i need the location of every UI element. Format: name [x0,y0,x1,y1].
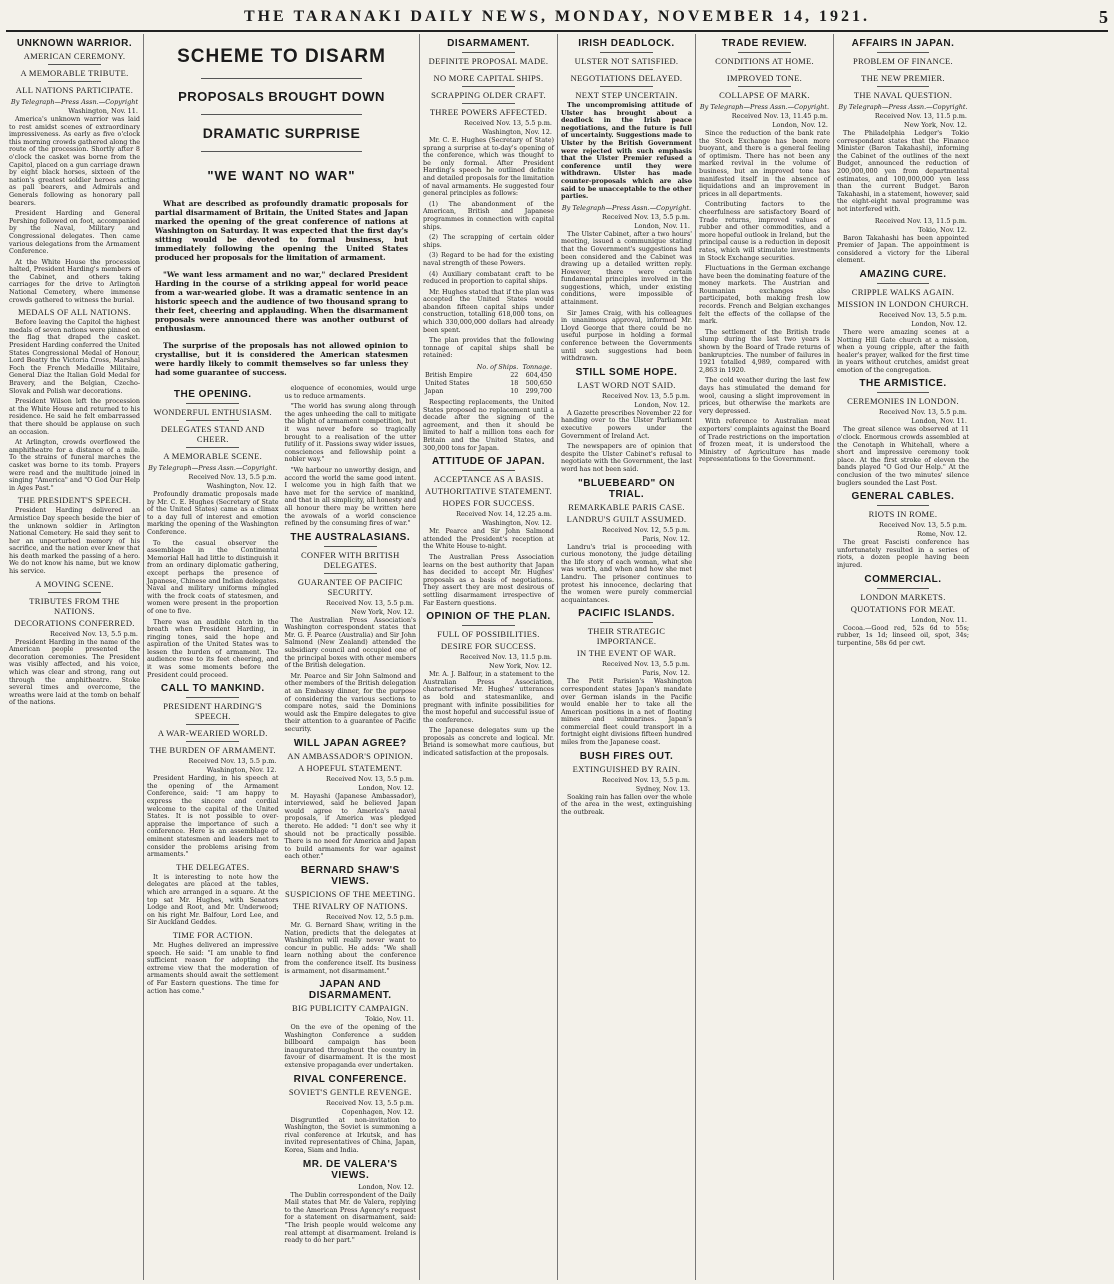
main-headline: SCHEME TO DISARM [177,46,386,67]
dateline: Received Nov. 12, 5.5 p.m. [326,912,414,921]
headline: STILL SOME HOPE. [575,366,678,378]
dateline: Received Nov. 13, 5.5 p.m. [602,391,690,400]
subheading: WONDERFUL ENTHUSIASM. [153,407,272,417]
headline: DISARMAMENT. [447,38,530,49]
dateline: Copenhagen, Nov. 12. [341,1107,414,1116]
article-paragraph: "We harbour no unworthy design, and accord the world the same good intent. I welcome you in high faith that we have met for the service of mankind, and that in all simplicity, all honesty and all honour there may be written here the avowals of a world conscience refined by the consuming fires of war." [284,465,416,528]
article-paragraph: President Harding delivered an Armistice Day speech beside the bier of the unknown soldier in Arlington National Cemetery. He said they sent to her an unperturbed memory of his sacrifice, and the nation ever knew that his death marked the passing of a hero. We do not know his name, but we know his service. [9,506,140,576]
subheading: TRIBUTES FROM THE NATIONS. [29,595,120,616]
divider [48,592,100,593]
article-paragraph: Mr. A. J. Balfour, in a statement to the Australian Press Association, characterised Mr. Hughes' utterances as bold and statesmanlike, and pregnant with infinite possibilities for the most hopeful and successful issue of the conference. [423,670,554,724]
subheading: THE RIVALRY OF NATIONS. [292,900,408,911]
table-cell: United States [425,379,470,388]
article-paragraph: The cold weather during the last few days has stimulated the demand for wool, causing a slight improvement in prices, but otherwise the markets are very depressed. [699,376,830,415]
table-header-cell: Tonnage. [522,363,552,372]
headline: JAPAN AND DISARMAMENT. [308,979,392,1002]
column-disarmament [420,34,558,1280]
headline: THE OPENING. [173,389,252,400]
article-paragraph: Mr. Pearce and Sir John Salmond attended the President's reception at the White House to-night. [423,527,554,551]
dateline: Paris, Nov. 12. [642,534,690,543]
headline: THE ARMISTICE. [859,378,947,390]
article-paragraph: Cocoa.—Good red, 52s 6d to 55s; rubber, 1s 1d; linseed oil, spot, 34s; turpentine, 58s 6d per cwt. [837,623,969,647]
article-paragraph: Disgruntled at non-invitation to Washington, the Soviet is summoning a rival conference at Irkutsk, and has invited representatives of China, Japan, Korea, Siam and India. [284,1115,416,1155]
subheading: AN AMBASSADOR'S OPINION. [287,750,414,761]
subheading: AUTHORITATIVE STATEMENT. [424,486,553,497]
table-header-cell: No. of Ships. [476,363,519,372]
divider [877,392,930,393]
subheading: THE PRESIDENT'S SPEECH. [17,495,132,506]
table-cell: 10 [510,387,519,396]
page-number: 5 [1099,6,1108,27]
headline: COMMERCIAL. [864,573,942,585]
dateline: Received Nov. 13, 5.5 p.m. [602,775,690,784]
article-paragraph: A Gazette prescribes November 22 for handing over to the Ulster Parliament executive powers under the Government of Ireland Act. [561,408,693,440]
subheading: NO MORE CAPITAL SHIPS. [433,73,544,83]
divider [186,420,239,421]
divider [738,69,790,70]
headline: IRISH DEADLOCK. [578,38,675,49]
table-cell: 299,700 [525,387,552,396]
headline: AFFAIRS IN JAPAN. [851,38,955,49]
table-header-row [423,363,554,371]
article-paragraph: The Petit Parisien's Washington correspondent states Japan's mandate over German islands in the Pacific would enable her to take all the American positions in a net of floating mines and submarines. Japan's commercial fleet could transport in a fortnight eight divisions fifteen hundred miles from the Japanese coast. [561,677,692,747]
subheading: THREE POWERS AFFECTED. [429,107,548,117]
divider [462,52,514,53]
headline: CALL TO MANKIND. [160,683,265,695]
dateline: London, Nov. 11. [634,221,690,230]
subheading: NEXT STEP UNCERTAIN. [575,90,678,100]
subheading: SOVIET'S GENTLE REVENGE. [288,1086,412,1097]
subheading: CRIPPLE WALKS AGAIN. [851,286,955,297]
main-subheadline: DRAMATIC SURPRISE [202,125,361,141]
subheading: QUOTATIONS FOR MEAT. [850,603,956,614]
column-irish-deadlock [558,34,696,1280]
divider [201,114,362,115]
article-paragraph: Before leaving the Capitol the highest medals of seven nations were pinned on the flag that draped the casket. President Harding conferred the United States Congressional Medal of Honour, Lord Beatty the Victoria Cross, Marshal Foch the French Medaille Militaire, General Diaz the Italian Gold Medal for Bravery, and the Belgian, Czecho-Slovak and Polish war decorations. [9,318,140,395]
article-paragraph: Respecting replacements, the United States proposed no replacement until a decade after the signing of the agreement, and then it should be limited to half a million tons each for Britain and the United States, and 300,000 tons for Japan. [423,398,554,452]
dateline: Rome, Nov. 12. [917,530,967,539]
byline: By Telegraph—Press Assn.—Copyright. [561,203,692,212]
lead-paragraph: "We want less armament and no war," declared President Harding in the course of a striking appeal for world peace from a war-wearied globe. It was a dramatic sentence in an historic speech and the audience of two thousand sprang to their feet, cheering and applauding. When the disarmament proposals were announced there was another outburst of enthusiasm. [155,270,408,333]
article-paragraph: America's unknown warrior was laid to rest amidst scenes of extraordinary impressiveness. As early as five o'clock this morning crowds gathered along the route of the procession. Shortly after 8 o'clock the casket was borne from the Capitol, placed on a gun carriage drawn by eight black horses, sixteen of the nation's greatest soldier heroes acting as pall bearers, and Admirals and Generals following as honorary pall bearers. [9,115,140,207]
headline: BUSH FIRES OUT. [579,750,674,762]
article-paragraph: Since the reduction of the bank rate the Stock Exchange has been more buoyant, and there is a general feeling of optimism. There has not been any marked revival in the volume of business, but an improved tone has manifested itself in the absence of liquidations and an improvement in prices in all departments. [699,129,830,198]
article-paragraph: (2) The scrapping of certain older ships. [423,233,554,249]
divider [877,283,930,284]
subheading: MEDALS OF ALL NATIONS. [17,307,131,318]
lead-paragraph: What are described as profoundly dramatic proposals for partial disarmament of Britain, the United States and Japan marked the opening of the great conference of nations at Washington on Saturday. It was expected that the first day's sitting would be devoted to formal business, but immediately following the opening the United States produced her proposals for the limitation of armament. [155,199,408,262]
article-paragraph: The Ulster Cabinet, after a two hours' meeting, issued a communique stating that the Government's suggestions had been considered and the Cabinet was drawing up a detailed written reply. However, there were certain fundamental principles involved in the suggestions, which, under existing conditions, were impossible of attainment. [561,229,692,307]
masthead [6,4,1108,32]
subheading: ACCEPTANCE AS A BASIS. [433,474,544,485]
dateline: Washington, Nov. 12. [206,482,277,490]
dateline: London, Nov. 12. [358,783,414,792]
headline: THE AUSTRALASIANS. [290,531,411,543]
dateline: New York, Nov. 12. [351,607,414,616]
dateline: London, Nov. 12. [772,121,828,129]
article-paragraph: It is interesting to note how the delegates are placed at the tables, which are arranged in a square. At the top sat Mr. Hughes, with Senators Lodge and Root, and Mr. Underwood; on his right Mr. Balfour, Lord Lee, and Sir Auckland Geddes. [147,872,279,927]
lead-paragraph: The surprise of the proposals has not allowed opinion to crystallise, but it is considered the American statesmen were hardly likely to commit themselves so far unless they had some guarantee of success. [155,341,408,377]
article-paragraph: The Philadelphia Ledger's Tokio correspondent states that the Finance Minister (Baron Takahashi), informing the Cabinet of the outlines of the next Budget, announced the reduction of 200,000,000 yen from departmental estimates, and 100,000,000 yen less than the current Budget. Baron Takahashi, in a statement, however, said the eight-eight naval programme was not interfered with. [837,129,969,213]
article-paragraph: Baron Takahashi has been appointed Premier of Japan. The appointment is considered a victory for the Liberal element. [837,233,969,265]
dateline: Received Nov. 13, 11.45 p.m. [731,112,828,120]
masthead-title: THE TARANAKI DAILY NEWS, MONDAY, NOVEMBER 14, 1921. [243,8,871,25]
subheading: THE DELEGATES. [176,861,250,872]
headline: ATTITUDE OF JAPAN. [431,456,546,468]
table-cell: 22 [510,371,519,380]
dateline: Received Nov. 14, 12.25 a.m. [456,510,552,519]
dateline: Received Nov. 13, 11.5 p.m. [459,653,552,662]
subheading: A MEMORABLE SCENE. [163,451,263,461]
divider [48,64,100,65]
subheading: BIG PUBLICITY CAMPAIGN. [291,1003,409,1014]
subheading: TIME FOR ACTION. [172,929,253,940]
dateline: London, Nov. 11. [911,417,967,426]
subheading: PROBLEM OF FINANCE. [853,56,953,66]
divider [738,86,790,87]
article-paragraph: Landru's trial is proceeding with curious monotony, the judge detailing the life story of each woman, what she was worth, and when and how she met Landru. The prisoner continues to protest his innocence, declaring that the women were purely commercial acquaintances. [561,542,692,604]
dateline: London, Nov. 12. [634,400,690,409]
headline: OPINION OF THE PLAN. [426,611,551,623]
article-paragraph: The settlement of the British trade slump during the last two years is shown by the Board of Trade returns of bankruptcies. The number of failures in 1921 totalled 4,989, compared with 2,863 in 1920. [699,327,830,374]
dateline: Received Nov. 13, 5.5 p.m. [464,119,552,127]
dateline: Received Nov. 13, 5.5 p.m. [188,473,277,481]
table-cell: British Empire [425,371,473,380]
divider [462,103,514,104]
divider [201,78,362,79]
dateline: London, Nov. 11. [911,615,967,624]
article-paragraph: Mr. C. E. Hughes (Secretary of State) sprang a surprise at to-day's opening of the conference, which was thought to be only formal. After President Harding's speech he outlined definite and detailed proposals for the limitation of naval armaments. He suggested four general principles as follows: [423,136,554,198]
headline: MR. DE VALERA'S VIEWS. [302,1158,398,1181]
table-cell: 500,650 [525,379,552,388]
subheading: ALL NATIONS PARTICIPATE. [15,85,134,95]
headline: UNKNOWN WARRIOR. [16,38,133,49]
article-paragraph: Mr. Hughes delivered an impressive speech. He said: "I am unable to find sufficient reason for adopting the extreme view that the moderation of armaments should await the settlement of Far Eastern questions. The time for action has come." [147,940,279,995]
subheading: SCRAPPING OLDER CRAFT. [431,90,546,100]
subheading: PRESIDENT HARDING'S SPEECH. [163,701,263,722]
subheading: RIOTS IN ROME. [868,509,938,520]
dateline: New York, Nov. 12. [904,121,967,129]
divider [462,470,514,471]
table-header-cell [423,363,475,371]
article-paragraph: M. Hayashi (Japanese Ambassador), interviewed, said he believed Japan would agree to America's naval proposals, if America was pledged thereto. He added: "I don't see why it should not be practically possible. There is no need for America and Japan to build armaments for war against each other." [284,791,416,861]
divider [324,546,377,547]
divider [600,622,652,623]
article-paragraph: With reference to Australian meat exporters' complaints against the Board of Trade restrictions on the importation of frozen meat, it is understood the Ministry of Agriculture has made representations to the Government. [699,417,830,464]
divider [877,505,930,506]
article-paragraph: Mr. Pearce and Sir John Salmond and other members of the British delegation at an Embassy dinner, for the purpose of considering the various sections to compare notes, said the Dominions would ask the Empire delegates to give their attention to a guarantee of Pacific security. [284,671,416,733]
subheading: REMARKABLE PARIS CASE. [568,501,685,512]
subheading: CONFER WITH BRITISH DELEGATES. [300,549,400,570]
subheading: IN THE EVENT OF WAR. [576,648,677,659]
article-paragraph: President Harding, in his speech at the opening of the Armament Conference, said: "I am happy to express the sincere and cordial welcome to the capital of the United States. It is not possible to over-appraise the importance of such a conference. Here is an assemblage of eminent statesmen and leaders met to consider the problems arising from armaments." [147,774,279,859]
article-paragraph: The newspapers are of opinion that despite the Ulster Cabinet's refusal to negotiate with the Government, the last word has not been said. [561,442,692,473]
dateline: Received Nov. 13, 5.5 p.m. [326,598,414,607]
divider [877,86,930,87]
article-paragraph: President Harding in the name of the American people presented the decoration ceremonies. The President was visibly affected, and his voice, which was clear and strong, rang out through the amphitheatre. Stoke several times and overcome, the wreaths were laid at the tomb on behalf of the nations. [9,637,140,707]
article-paragraph: President Harding and General Pershing followed on foot, accompanied by the Naval, Military and Congressional delegates. Then came various delegations from the Armament Conference. [9,209,140,256]
dateline: Received Nov. 13, 5.5 p.m. [602,212,690,221]
article-paragraph: At the White House the procession halted, President Harding's members of the Cabinet, and others taking carriages for the drive to Arlington National Cemetery, where immense crowds gathered to witness the burial. [9,257,140,304]
article-paragraph: (1) The abandonment of the American, British and Japanese programmes in connection with capital ships. [423,199,554,231]
article-paragraph: On the eve of the opening of the Washington Conference a sudden billboard campaign has been inaugurated throughout the country in favour of disarmament. It is the most extensive propaganda ever undertaken. [284,1023,416,1070]
dateline: Received Nov. 13, 5.5 p.m. [602,660,690,669]
article-paragraph: "The world has swung along through the ages unheeding the call to mitigate the blight of armament competition, but it was never before so tragically brought to a realisation of the utter futility of it. Passions sway wider issues, consciences and fellowship point a nobler way." [284,402,416,464]
subheading: MISSION IN LONDON CHURCH. [837,298,969,309]
subheading: DELEGATES STAND AND CHEER. [160,424,265,444]
divider [186,447,239,448]
table-row [423,387,554,395]
divider [877,588,930,589]
article-paragraph: The Australian Press Association's Washington correspondent states that Mr. G. F. Pearce (Australia) and Sir John Salmond (New Zealand) attended the subsidiary council and occupied one of the principal boxes with other members of the British delegation. [284,615,416,670]
dateline: Sydney, Nov. 13. [635,784,690,793]
divider [186,697,239,698]
dateline: Received Nov. 13, 5.5 p.m. [326,1098,414,1107]
article-paragraph: The plan provides that the following tonnage of capital ships shall be retained: [423,336,554,360]
divider [738,52,790,53]
dateline: Received Nov. 13, 5.5 p.m. [879,408,967,417]
subheading: EXTINGUISHED BY RAIN. [572,763,681,774]
table-row [423,379,554,387]
subheading: A MOVING SCENE. [35,578,114,589]
article-paragraph: At Arlington, crowds overflowed the amphitheatre for a distance of a mile. To the strains of funeral marches the casket was borne to its tomb. Prayers were read and the multitude joined in singing "America" and "O God Our Help in Ages Past." [9,438,140,492]
divider [462,625,514,626]
byline: By Telegraph—Press Assn.—Copyright. [699,103,830,111]
headline: RIVAL CONFERENCE. [293,1073,407,1085]
dateline: London, Nov. 12. [358,1182,414,1191]
subheading: FULL OF POSSIBILITIES. [437,629,540,640]
article-paragraph: The great Fascisti conference has unfortunately resulted in a series of riots, a dozen people having been injured. [837,538,969,569]
subheading: SUSPICIONS OF THE MEETING. [285,888,416,899]
divider [324,573,377,574]
subheading: CEREMONIES IN LONDON. [847,396,959,407]
article-paragraph: To the casual observer the assemblage in the Continental Memorial Hall had little to distinguish it from an ordinary diplomatic gathering, except perhaps the presence of Japanese, Chinese and Indian delegates. Naval and military uniforms mingled with the frock coats of statesmen, and women were present in the proportion of one to five. [147,538,279,615]
subheading: DEFINITE PROPOSAL MADE. [428,56,549,66]
divider [186,403,239,404]
article-paragraph: Soaking rain has fallen over the whole of the area in the west, extinguishing the outbreak. [561,792,692,816]
subheading: A WAR-WEARIED WORLD. [157,728,268,739]
subheading: COLLAPSE OF MARK. [719,90,810,100]
table-row [423,371,554,379]
article-paragraph: The Dublin correspondent of the Daily Mail states that Mr. de Valera, replying to the American Press Agency's request for a statement on disarmament, said: "The Irish people would welcome any real attempt at disarmament. Ireland is ready to do her part." [284,1190,416,1245]
subheading: DECORATIONS CONFERRED. [14,617,135,628]
subheading: THE NAVAL QUESTION. [853,90,953,100]
dateline: Received Nov. 13, 5.5 p.m. [879,521,967,530]
article-paragraph: There were amazing scenes at a Notting Hill Gate church at a mission, when a young cripple, after the faith healer's prayer, walked for the first time in years without crutches, amidst great emotion of the congregation. [837,327,969,374]
dateline: London, Nov. 12. [911,319,967,328]
headline: WILL JAPAN AGREE? [293,737,407,749]
subheading: LANDRU'S GUILT ASSUMED. [566,513,687,524]
dateline: Washington, Nov. 12. [482,519,552,528]
divider [186,724,239,725]
divider [462,69,514,70]
main-subheadline: PROPOSALS BROUGHT DOWN [178,89,385,104]
article-paragraph: Contributing factors to the cheerfulness are satisfactory Board of Trade returns, improved values of rubber and other commodities, and a more hopeful outlook in Ireland, but the principal cause is a reduction in deposit rates, which will stimulate investments in Stock Exchange securities. [699,200,830,262]
article-paragraph: Mr. Hughes stated that if the plan was accepted the United States would abandon fifteen capital ships under construction, totalling 618,000 tons, on which 330,000,000 dollars had already been spent. [423,287,554,334]
headline: AMAZING CURE. [859,268,947,280]
dateline: Received Nov. 13, 11.5 p.m. [874,216,967,225]
article-paragraph: Fluctuations in the German exchange have been the dominating feature of the money markets. The Austrian and Roumanian exchanges also participated, both making fresh low records. French and Belgian exchanges felt the effects of the collapse of the mark. [699,264,830,326]
table-cell: 604,450 [525,371,552,380]
table-cell: Japan [425,387,444,396]
subheading: THE NEW PREMIER. [861,73,945,83]
article-paragraph: There was an audible catch in the breath when President Harding, in ringing tones, said the hope and aspiration of the United States was to lessen the burden of armament. The audience rose to its feet cheering, and it was some moments before the President could proceed. [147,617,279,679]
divider [48,81,100,82]
dateline: Washington, Nov. 12. [482,128,552,136]
subheading: HOPES FOR SUCCESS. [442,498,535,509]
dateline: Received Nov. 13, 11.5 p.m. [874,112,967,120]
dateline: Received Nov. 12, 5.5 p.m. [602,525,690,534]
subheading: LAST WORD NOT SAID. [577,379,676,390]
article-paragraph: Mr. G. Bernard Shaw, writing in the Nation, predicts that the delegates at Washington will really never want to concur in public. He adds: "We shall learn nothing about the conference from the conference itself. Its business is armament, not disarmament." [284,920,416,975]
article-paragraph: Profoundly dramatic proposals made by Mr. C. E. Hughes (Secretary of State of the United States) came as a climax to a day full of interest and emotion marking the opening of the Washington Conference. [147,490,279,536]
dateline: Paris, Nov. 12. [642,669,690,678]
divider [186,741,239,742]
article-paragraph: The great silence was observed at 11 o'clock. Enormous crowds assembled at the Cenotaph in Whitehall, where a short and impressive ceremony took place. At the first stroke of eleven the bands played "O God Our Help." At the conclusion of the two minutes' silence buglers sounded the Last Post. [837,425,969,487]
column-unknown-warrior [6,34,144,1280]
subheading: AMERICAN CEREMONY. [23,51,126,61]
headline: PACIFIC ISLANDS. [578,608,675,620]
headline: "BLUEBEARD" ON TRIAL. [577,477,676,500]
divider [600,69,652,70]
article-paragraph: The Australian Press Association learns on the best authority that Japan has decided to accept Mr. Hughes' proposals as a basis of negotiations. They assert they are most desirous of settling disarmament irrespective of Far Eastern questions. [423,552,554,607]
subheading: GUARANTEE OF PACIFIC SECURITY. [297,576,403,597]
subheading: A MEMORABLE TRIBUTE. [20,68,129,78]
divider [877,69,930,70]
article-paragraph: President Wilson left the procession at the White House and returned to his residence. He said he felt embarrassed that there should be applause on such an occasion. [9,397,140,436]
divider [600,52,652,53]
dateline: Tokio, Nov. 12. [918,225,967,234]
article-paragraph: Sir James Craig, with his colleagues in unanimous approval, informed Mr. Lloyd George that there could be no useful purpose in holding a formal conference between the Governments until such suggestions had been withdrawn. [561,308,692,363]
subheading: THE BURDEN OF ARMAMENT. [149,745,276,756]
headline: BERNARD SHAW'S VIEWS. [300,864,400,887]
divider [600,86,652,87]
column-affairs-in-japan [834,34,972,1280]
subheading: THEIR STRATEGIC IMPORTANCE. [587,626,666,647]
divider [877,52,930,53]
subheading: A HOPEFUL STATEMENT. [298,762,403,773]
article-paragraph: (4) Auxiliary combatant craft to be reduced in proportion to capital ships. [423,269,554,286]
lead-paragraph: The uncompromising attitude of Ulster has brought about a deadlock in the Irish peace negotiations, and the future is full of uncertainty. Suggestions made to Ulster by the British Government were rejected with such emphasis that the Ulster Premier refused a conference until they were withdrawn. Ulster has made counter-proposals which are also said to be unacceptable to the other parties. [561,101,692,201]
byline: By Telegraph—Press Assn.—Copyright [10,98,139,106]
byline: By Telegraph—Press Assn.—Copyright. [148,464,278,472]
subheading: NEGOTIATIONS DELAYED. [570,73,683,83]
subheading: ULSTER NOT SATISFIED. [574,56,679,66]
dateline: Washington, Nov. 12. [206,766,277,775]
headline: GENERAL CABLES. [851,491,955,503]
dateline: New York, Nov. 12. [489,662,552,671]
main-subcolumn-left [147,385,279,1248]
byline: By Telegraph—Press Assn.—Copyright. [838,103,968,111]
article-paragraph: eloquence of economies, would urge us to reduce armaments. [284,384,416,400]
subheading: IMPROVED TONE. [726,73,803,83]
subheading: LONDON MARKETS. [860,591,946,602]
headline: TRADE REVIEW. [721,38,808,49]
divider [462,86,514,87]
main-quote-headline: "WE WANT NO WAR" [207,168,356,183]
table-cell: 18 [510,379,519,388]
dateline: Received Nov. 13, 5.5 p.m. [50,629,138,638]
column-main-story [144,34,420,1280]
column-trade-review [696,34,834,1280]
subheading: DESIRE FOR SUCCESS. [440,641,537,652]
tonnage-table [423,363,554,395]
dateline: Received Nov. 13, 5.5 p.m. [188,757,277,766]
article-paragraph: The Japanese delegates sum up the proposals as concrete and logical. Mr. Briand is somewhat more cautious, but indicated satisfaction at the proposals. [423,726,554,758]
dateline: Washington, Nov. 11. [68,107,138,115]
subheading: CONDITIONS AT HOME. [715,56,814,66]
dateline: Received Nov. 13, 5.5 p.m. [326,774,414,783]
dateline: Received Nov. 13, 5.5 p.m. [879,310,967,319]
article-paragraph: (3) Regard to be had for the existing naval strength of these Powers. [423,251,554,267]
main-subcolumn-right [285,385,417,1248]
main-story-subcolumns [147,385,416,1248]
columns [6,34,1108,1280]
divider [201,151,362,152]
dateline: Tokio, Nov. 11. [365,1015,414,1024]
